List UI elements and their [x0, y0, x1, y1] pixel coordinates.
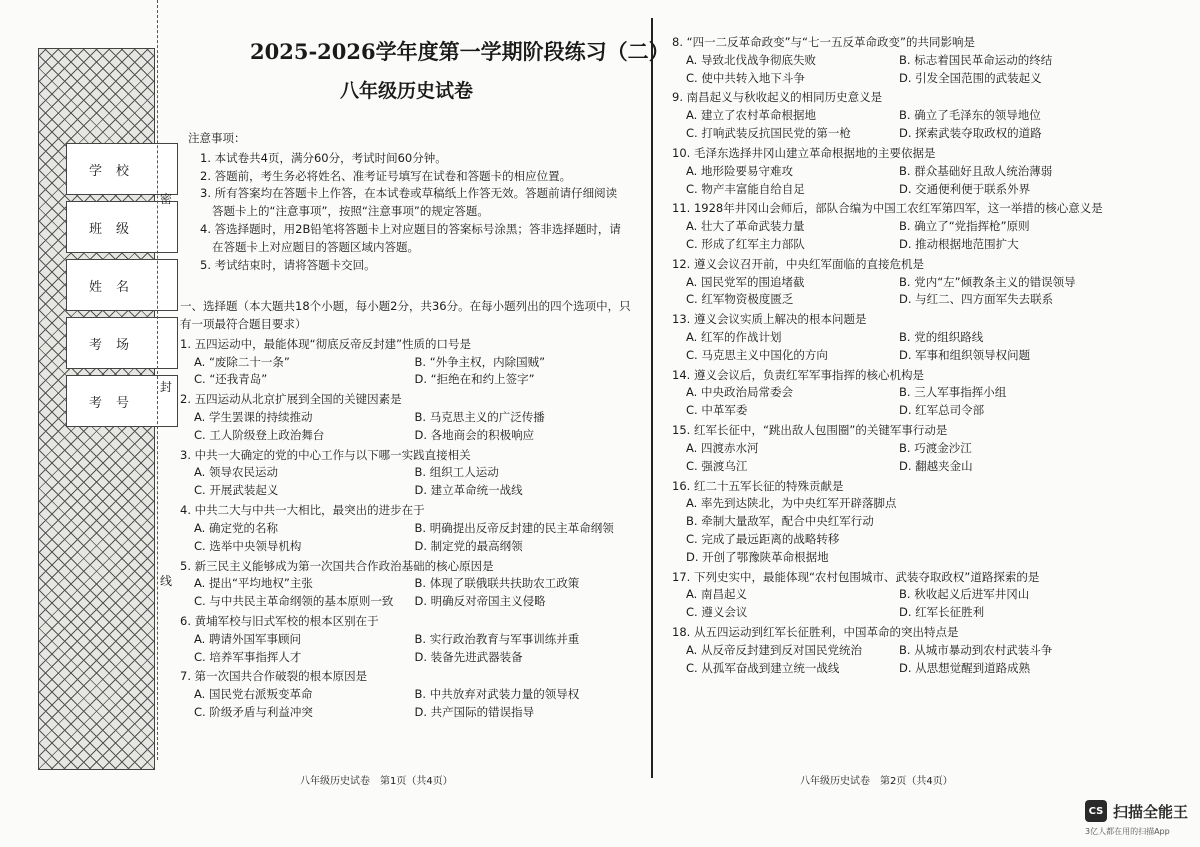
- answer-option: D. 交通便利便于联系外界: [899, 181, 1031, 196]
- answer-option: A. 红军的作战计划: [686, 330, 782, 344]
- answer-option: A. 国民党右派叛变革命: [194, 687, 313, 702]
- answer-option: A. 导致北伐战争彻底失败: [686, 52, 816, 67]
- exam-notes: [188, 130, 628, 275]
- question-list-right: [672, 34, 1112, 677]
- answer-option: D. 装备先进武器装备: [414, 649, 523, 664]
- answer-option: C. 马克思主义中国化的方向: [686, 347, 828, 362]
- answer-option: A. 地形险要易守难攻: [686, 163, 793, 178]
- answer-option: D. 明确反对帝国主义侵略: [414, 594, 546, 609]
- answer-option: D. 建立革命统一战线: [414, 483, 523, 498]
- note-item: 3. 所有答案均在答题卡上作答，在本试卷或草稿纸上作答无效。答题前请仔细阅读答题卡上的“注意事项”，按照“注意事项”的规定答题。: [200, 186, 618, 219]
- answer-option: D. 共产国际的错误指导: [414, 705, 535, 720]
- answer-option: B. 从城市暴动到农村武装斗争: [899, 642, 1053, 657]
- page-footer-right: 八年级历史试卷 第2页（共4页）: [800, 776, 953, 787]
- question-options: [672, 440, 1112, 476]
- answer-option: A. 学生罢课的持续推动: [194, 410, 313, 425]
- answer-option: D. 军事和组织领导权问题: [899, 347, 1031, 362]
- question-stem: 15. 红军长征中，“跳出敌人包围圈”的关键军事行动是: [672, 423, 948, 438]
- answer-option: D. 与红二、四方面军失去联系: [899, 292, 1054, 307]
- answer-option: D. 各地商会的积极响应: [414, 427, 535, 442]
- seal-char-feng: 封: [160, 380, 173, 394]
- answer-option: A. 建立了农村革命根据地: [686, 108, 816, 123]
- answer-option: B. 体现了联俄联共扶助农工政策: [414, 576, 580, 591]
- question-list-left: [180, 336, 635, 722]
- seal-dashed-line: [157, 0, 158, 760]
- question-options: [672, 329, 1112, 365]
- question-stem: 5. 新三民主义能够成为第一次国共合作政治基础的核心原因是: [180, 558, 494, 573]
- question-stem: 2. 五四运动从北京扩展到全国的关键因素是: [180, 392, 402, 407]
- question-options: [180, 631, 635, 667]
- exam-room-field[interactable]: 考场: [66, 317, 178, 369]
- question-options: [672, 218, 1112, 254]
- answer-option: D. 引发全国范围的武装起义: [899, 70, 1042, 85]
- question-options: [180, 464, 635, 500]
- section-choice: [180, 297, 635, 722]
- question-options: [672, 163, 1112, 199]
- answer-option: A. 领导农民运动: [194, 465, 278, 480]
- answer-option: D. “拒绝在和约上签字”: [414, 372, 535, 387]
- answer-option: C. 使中共转入地下斗争: [686, 70, 805, 85]
- exam-subtitle: 八年级历史试卷: [340, 80, 474, 102]
- answer-option: B. 标志着国民革命运动的终结: [899, 52, 1053, 67]
- answer-option: D. 红军总司令部: [899, 403, 985, 418]
- answer-option: B. “外争主权，内除国贼”: [414, 354, 546, 369]
- answer-option: A. 国民党军的围追堵截: [686, 274, 805, 289]
- question-options: [180, 575, 635, 611]
- question-options: [672, 274, 1112, 310]
- answer-option: A. 提出“平均地权”主张: [194, 576, 313, 591]
- question-stem: 9. 南昌起义与秋收起义的相同历史意义是: [672, 90, 883, 105]
- question-options: [180, 520, 635, 556]
- question-stem: 12. 遵义会议召开前，中央红军面临的直接危机是: [672, 256, 924, 271]
- note-item: 5. 考试结束时，请将答题卡交回。: [200, 257, 376, 272]
- answer-option: A. 四渡赤水河: [686, 440, 759, 455]
- question-stem: 16. 红二十五军长征的特殊贡献是: [672, 478, 844, 493]
- answer-option: B. 组织工人运动: [414, 465, 499, 480]
- right-page: [672, 32, 1112, 677]
- section-heading: 一、选择题（本大题共18个小题，每小题2分，共36分。在每小题列出的四个选项中，只有一项最符合题目要求）: [180, 299, 631, 332]
- question-stem: 10. 毛泽东选择井冈山建立革命根据地的主要依据是: [672, 145, 936, 160]
- exam-title: 2025-2026学年度第一学期阶段练习（二）: [250, 39, 670, 64]
- answer-option: D. 开创了鄂豫陕革命根据地: [686, 549, 829, 564]
- answer-option: A. 中央政治局常委会: [686, 385, 793, 400]
- scanner-watermark: [1085, 800, 1188, 822]
- answer-option: C. 打响武装反抗国民党的第一枪: [686, 126, 851, 141]
- question-options: [672, 384, 1112, 420]
- question-stem: 4. 中共二大与中共一大相比，最突出的进步在于: [180, 503, 425, 518]
- answer-option: B. 群众基础好且敌人统治薄弱: [899, 163, 1053, 178]
- answer-option: C. 开展武装起义: [194, 483, 279, 498]
- answer-option: B. 牵制大量敌军，配合中央红军行动: [686, 514, 874, 529]
- question-options: [180, 354, 635, 390]
- answer-option: A. 南昌起义: [686, 587, 747, 602]
- question-stem: 3. 中共一大确定的党的中心工作与以下哪一实践直接相关: [180, 447, 471, 462]
- question-stem: 7. 第一次国共合作破裂的根本原因是: [180, 669, 368, 684]
- question-stem: 8. “四一二反革命政变”与“七一五反革命政变”的共同影响是: [672, 35, 975, 49]
- question-options: [672, 642, 1112, 678]
- answer-option: D. 红军长征胜利: [899, 605, 985, 620]
- notes-heading: 注意事项：: [188, 131, 246, 145]
- question-options: [672, 52, 1112, 88]
- exam-number-field[interactable]: 考号: [66, 375, 178, 427]
- answer-option: C. 完成了最远距离的战略转移: [686, 531, 840, 546]
- answer-option: C. 红军物资极度匮乏: [686, 292, 794, 307]
- answer-option: C. 与中共民主革命纲领的基本原则一致: [194, 594, 394, 609]
- answer-option: C. 从孤军奋战到建立统一战线: [686, 660, 840, 675]
- school-field[interactable]: 学校: [66, 143, 178, 195]
- answer-option: A. 壮大了革命武装力量: [686, 219, 805, 234]
- answer-option: B. 确立了毛泽东的领导地位: [899, 108, 1041, 123]
- answer-option: A. 确定党的名称: [194, 520, 278, 535]
- answer-option: B. 明确提出反帝反封建的民主革命纲领: [414, 520, 614, 535]
- answer-option: C. 工人阶级登上政治舞台: [194, 427, 325, 442]
- question-options: [180, 686, 635, 722]
- answer-option: C. 阶级矛盾与利益冲突: [194, 705, 313, 720]
- answer-option: C. 物产丰富能自给自足: [686, 181, 805, 196]
- question-stem: 1. 五四运动中，最能体现“彻底反帝反封建”性质的口号是: [180, 336, 472, 351]
- answer-option: D. 翻越夹金山: [899, 458, 973, 473]
- question-stem: 13. 遵义会议实质上解决的根本问题是: [672, 312, 867, 327]
- answer-option: C. 形成了红军主力部队: [686, 236, 805, 251]
- page-footer-left: 八年级历史试卷 第1页（共4页）: [300, 776, 453, 787]
- answer-option: C. 培养军事指挥人才: [194, 649, 302, 664]
- question-options: [180, 409, 635, 445]
- binding-strip: [38, 48, 168, 768]
- answer-option: D. 推动根据地范围扩大: [899, 236, 1019, 251]
- class-field[interactable]: 班级: [66, 201, 178, 253]
- answer-option: C. 强渡乌江: [686, 458, 748, 473]
- answer-option: B. 三人军事指挥小组: [899, 385, 1007, 400]
- name-field[interactable]: 姓名: [66, 259, 178, 311]
- answer-option: C. 中革军委: [686, 403, 748, 418]
- question-options: [672, 586, 1112, 622]
- scanner-tagline: 3亿人都在用的扫描App: [1085, 827, 1170, 836]
- answer-option: C. 选举中央领导机构: [194, 538, 302, 553]
- scanner-logo-icon: CS: [1085, 800, 1107, 822]
- answer-option: A. 聘请外国军事顾问: [194, 631, 301, 646]
- answer-option: B. 马克思主义的广泛传播: [414, 410, 545, 425]
- answer-option: A. “废除二十一条”: [194, 354, 290, 369]
- answer-option: B. 确立了“党指挥枪”原则: [899, 219, 1030, 234]
- answer-option: D. 制定党的最高纲领: [414, 538, 523, 553]
- question-stem: 17. 下列史实中，最能体现“农村包围城市、武装夺取政权”道路探索的是: [672, 569, 1040, 584]
- question-stem: 18. 从五四运动到红军长征胜利，中国革命的突出特点是: [672, 625, 959, 639]
- question-options: [672, 495, 1112, 566]
- question-stem: 14. 遵义会议后，负责红军军事指挥的核心机构是: [672, 367, 924, 382]
- note-item: 2. 答题前，考生务必将姓名、准考证号填写在试卷和答题卡的相应位置。: [200, 168, 572, 183]
- question-stem: 6. 黄埔军校与旧式军校的根本区别在于: [180, 613, 379, 628]
- answer-option: B. 巧渡金沙江: [899, 440, 972, 455]
- answer-option: A. 率先到达陕北，为中央红军开辟落脚点: [686, 496, 897, 511]
- answer-option: B. 秋收起义后进军井冈山: [899, 587, 1030, 602]
- page-divider: [651, 18, 653, 778]
- scanner-name: 扫描全能王: [1113, 802, 1189, 821]
- answer-option: B. 党内“左”倾教条主义的错误领导: [899, 274, 1076, 289]
- answer-option: C. “还我青岛”: [194, 372, 268, 387]
- question-options: [672, 107, 1112, 143]
- answer-option: B. 实行政治教育与军事训练并重: [414, 631, 580, 646]
- question-stem: 11. 1928年井冈山会师后，部队合编为中国工农红军第四军，这一举措的核心意义是: [672, 201, 1103, 216]
- answer-option: B. 中共放弃对武装力量的领导权: [414, 687, 580, 702]
- answer-option: B. 党的组织路线: [899, 330, 984, 344]
- note-item: 4. 答选择题时，用2B铅笔将答题卡上对应题目的答案标号涂黑；答非选择题时，请在答题卡上对应题目的答题区域内答题。: [200, 222, 621, 254]
- seal-char-xian: 线: [160, 574, 173, 588]
- answer-option: D. 从思想觉醒到道路成熟: [899, 660, 1031, 675]
- seal-char-mi: 密: [160, 192, 173, 206]
- answer-option: C. 遵义会议: [686, 605, 748, 620]
- note-item: 1. 本试卷共4页，满分60分，考试时间60分钟。: [200, 150, 447, 165]
- answer-option: D. 探索武装夺取政权的道路: [899, 126, 1042, 141]
- answer-option: A. 从反帝反封建到反对国民党统治: [686, 642, 862, 657]
